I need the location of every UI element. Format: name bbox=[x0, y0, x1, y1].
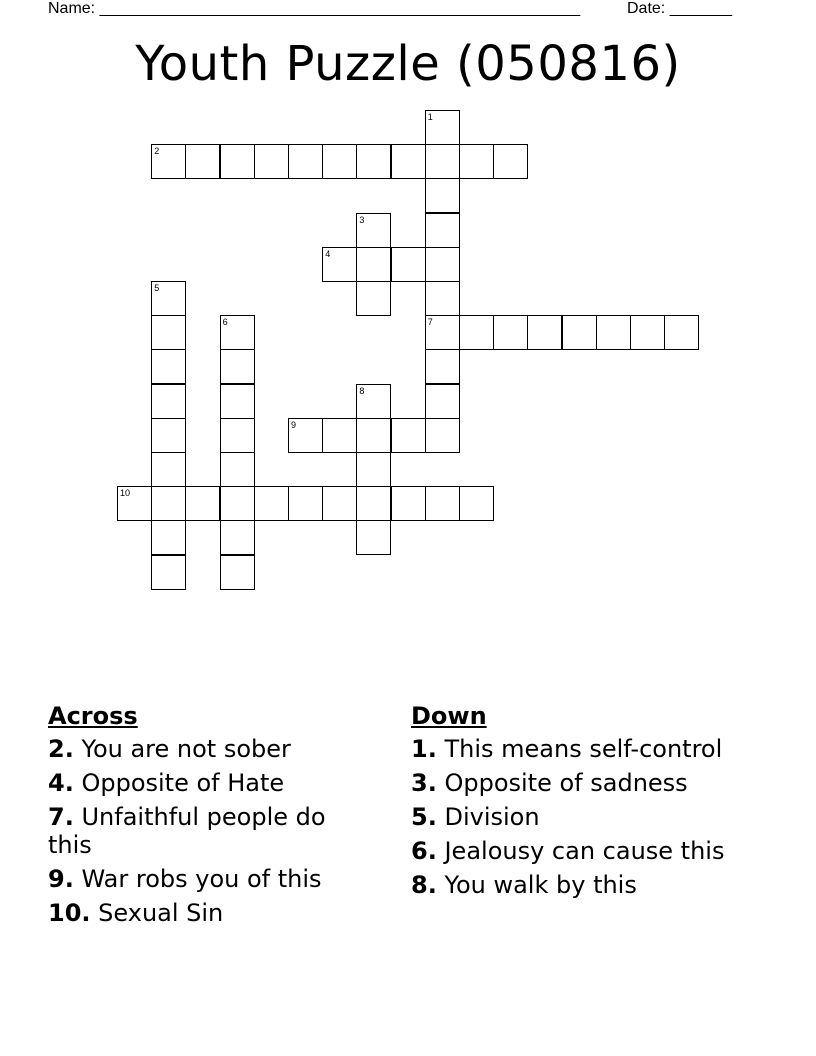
clue-across-4 bbox=[48, 769, 368, 797]
grid-cell[interactable] bbox=[322, 144, 357, 179]
clue-number: 1. bbox=[411, 735, 437, 763]
grid-cell[interactable] bbox=[288, 144, 323, 179]
clue-down-8 bbox=[411, 871, 731, 899]
clue-text: Opposite of Hate bbox=[81, 769, 285, 797]
grid-cell[interactable] bbox=[254, 486, 289, 521]
grid-cell[interactable] bbox=[220, 315, 255, 350]
clue-number: 7. bbox=[48, 803, 74, 831]
grid-cell[interactable] bbox=[425, 213, 460, 248]
across-clues bbox=[48, 702, 368, 933]
clue-number: 9. bbox=[48, 865, 74, 893]
clue-text: This means self-control bbox=[444, 735, 723, 763]
clue-text: Jealousy can cause this bbox=[444, 837, 725, 865]
grid-cell[interactable] bbox=[151, 486, 186, 521]
grid-cell[interactable] bbox=[459, 486, 494, 521]
grid-cell[interactable] bbox=[391, 144, 426, 179]
clue-number: 4. bbox=[48, 769, 74, 797]
clue-text: You walk by this bbox=[444, 871, 637, 899]
grid-cell[interactable] bbox=[425, 247, 460, 282]
grid-cell[interactable] bbox=[596, 315, 631, 350]
cell-number: 2 bbox=[154, 146, 160, 157]
cell-number: 1 bbox=[427, 112, 433, 122]
grid-cell[interactable] bbox=[425, 349, 460, 384]
grid-cell[interactable] bbox=[356, 247, 391, 282]
grid-cell[interactable] bbox=[459, 144, 494, 179]
grid-cell[interactable] bbox=[664, 315, 699, 350]
grid-cell[interactable] bbox=[356, 486, 391, 521]
clue-across-9 bbox=[48, 865, 368, 893]
grid-cell[interactable] bbox=[425, 178, 460, 213]
grid-cell[interactable] bbox=[527, 315, 562, 350]
down-heading: Down bbox=[411, 702, 487, 730]
clue-text: You are not sober bbox=[81, 735, 291, 763]
clue-number: 10. bbox=[48, 899, 91, 927]
clue-text: Unfaithful people do this bbox=[48, 803, 326, 859]
clue-across-2 bbox=[48, 735, 368, 763]
grid-cell[interactable] bbox=[356, 281, 391, 316]
clue-number: 5. bbox=[411, 803, 437, 831]
grid-cell[interactable] bbox=[356, 452, 391, 487]
grid-cell[interactable] bbox=[356, 213, 391, 248]
grid-cell[interactable] bbox=[151, 555, 186, 590]
clue-down-3 bbox=[411, 769, 731, 797]
grid-cell[interactable] bbox=[630, 315, 665, 350]
grid-cell[interactable] bbox=[220, 144, 255, 179]
cell-number: 7 bbox=[427, 317, 433, 328]
grid-cell[interactable] bbox=[459, 315, 494, 350]
grid-cell[interactable] bbox=[562, 315, 597, 350]
grid-cell[interactable] bbox=[185, 486, 220, 521]
grid-cell[interactable] bbox=[425, 418, 460, 453]
clue-text: War robs you of this bbox=[81, 865, 322, 893]
cell-number: 10 bbox=[120, 488, 131, 499]
cell-number: 6 bbox=[222, 317, 228, 328]
cell-number: 5 bbox=[154, 283, 160, 293]
clue-down-5 bbox=[411, 803, 731, 831]
grid-cell[interactable] bbox=[391, 418, 426, 453]
grid-cell[interactable] bbox=[425, 384, 460, 419]
clue-across-7 bbox=[48, 803, 368, 859]
grid-cell[interactable] bbox=[322, 486, 357, 521]
clue-text: Opposite of sadness bbox=[444, 769, 688, 797]
grid-cell[interactable] bbox=[151, 349, 186, 384]
grid-cell[interactable] bbox=[151, 452, 186, 487]
date-field-line[interactable]: Date: _______ bbox=[627, 0, 732, 17]
grid-cell[interactable] bbox=[220, 349, 255, 384]
grid-cell[interactable] bbox=[151, 144, 186, 179]
grid-cell[interactable] bbox=[391, 486, 426, 521]
grid-cell[interactable] bbox=[151, 281, 186, 316]
grid-cell[interactable] bbox=[151, 315, 186, 350]
grid-cell[interactable] bbox=[391, 247, 426, 282]
clue-text: Sexual Sin bbox=[98, 899, 224, 927]
grid-cell[interactable] bbox=[185, 144, 220, 179]
grid-cell[interactable] bbox=[322, 247, 357, 282]
clue-text: Division bbox=[444, 803, 540, 831]
grid-cell[interactable] bbox=[493, 315, 528, 350]
grid-cell[interactable] bbox=[288, 418, 323, 453]
down-clues bbox=[411, 702, 731, 905]
cell-number: 9 bbox=[291, 419, 297, 430]
grid-cell[interactable] bbox=[425, 315, 460, 350]
grid-cell[interactable] bbox=[220, 486, 255, 521]
clue-number: 6. bbox=[411, 837, 437, 865]
grid-cell[interactable] bbox=[151, 384, 186, 419]
clue-number: 2. bbox=[48, 735, 74, 763]
grid-cell[interactable] bbox=[356, 418, 391, 453]
grid-cell[interactable] bbox=[425, 110, 460, 145]
grid-cell[interactable] bbox=[288, 486, 323, 521]
cell-number: 8 bbox=[359, 385, 365, 396]
grid-cell[interactable] bbox=[151, 520, 186, 555]
grid-cell[interactable] bbox=[151, 418, 186, 453]
puzzle-title: Youth Puzzle (050816) bbox=[135, 36, 681, 92]
across-heading: Across bbox=[48, 702, 138, 730]
grid-cell[interactable] bbox=[425, 281, 460, 316]
grid-cell[interactable] bbox=[322, 418, 357, 453]
grid-cell[interactable] bbox=[356, 384, 391, 419]
grid-cell[interactable] bbox=[220, 452, 255, 487]
clue-number: 8. bbox=[411, 871, 437, 899]
grid-cell[interactable] bbox=[425, 486, 460, 521]
cell-number: 3 bbox=[359, 214, 365, 225]
grid-cell[interactable] bbox=[220, 384, 255, 419]
cell-number: 4 bbox=[325, 248, 331, 259]
clue-number: 3. bbox=[411, 769, 437, 797]
grid-cell[interactable] bbox=[425, 144, 460, 179]
grid-cell[interactable] bbox=[356, 144, 391, 179]
clue-across-10 bbox=[48, 899, 368, 927]
grid-cell[interactable] bbox=[356, 520, 391, 555]
name-field-line[interactable]: Name: ______________________________________________________ bbox=[48, 0, 581, 17]
grid-cell[interactable] bbox=[220, 418, 255, 453]
grid-cell[interactable] bbox=[254, 144, 289, 179]
grid-cell[interactable] bbox=[493, 144, 528, 179]
grid-cell[interactable] bbox=[117, 486, 152, 521]
clue-down-1 bbox=[411, 735, 731, 763]
grid-cell[interactable] bbox=[220, 555, 255, 590]
clue-down-6 bbox=[411, 837, 731, 865]
grid-cell[interactable] bbox=[220, 520, 255, 555]
